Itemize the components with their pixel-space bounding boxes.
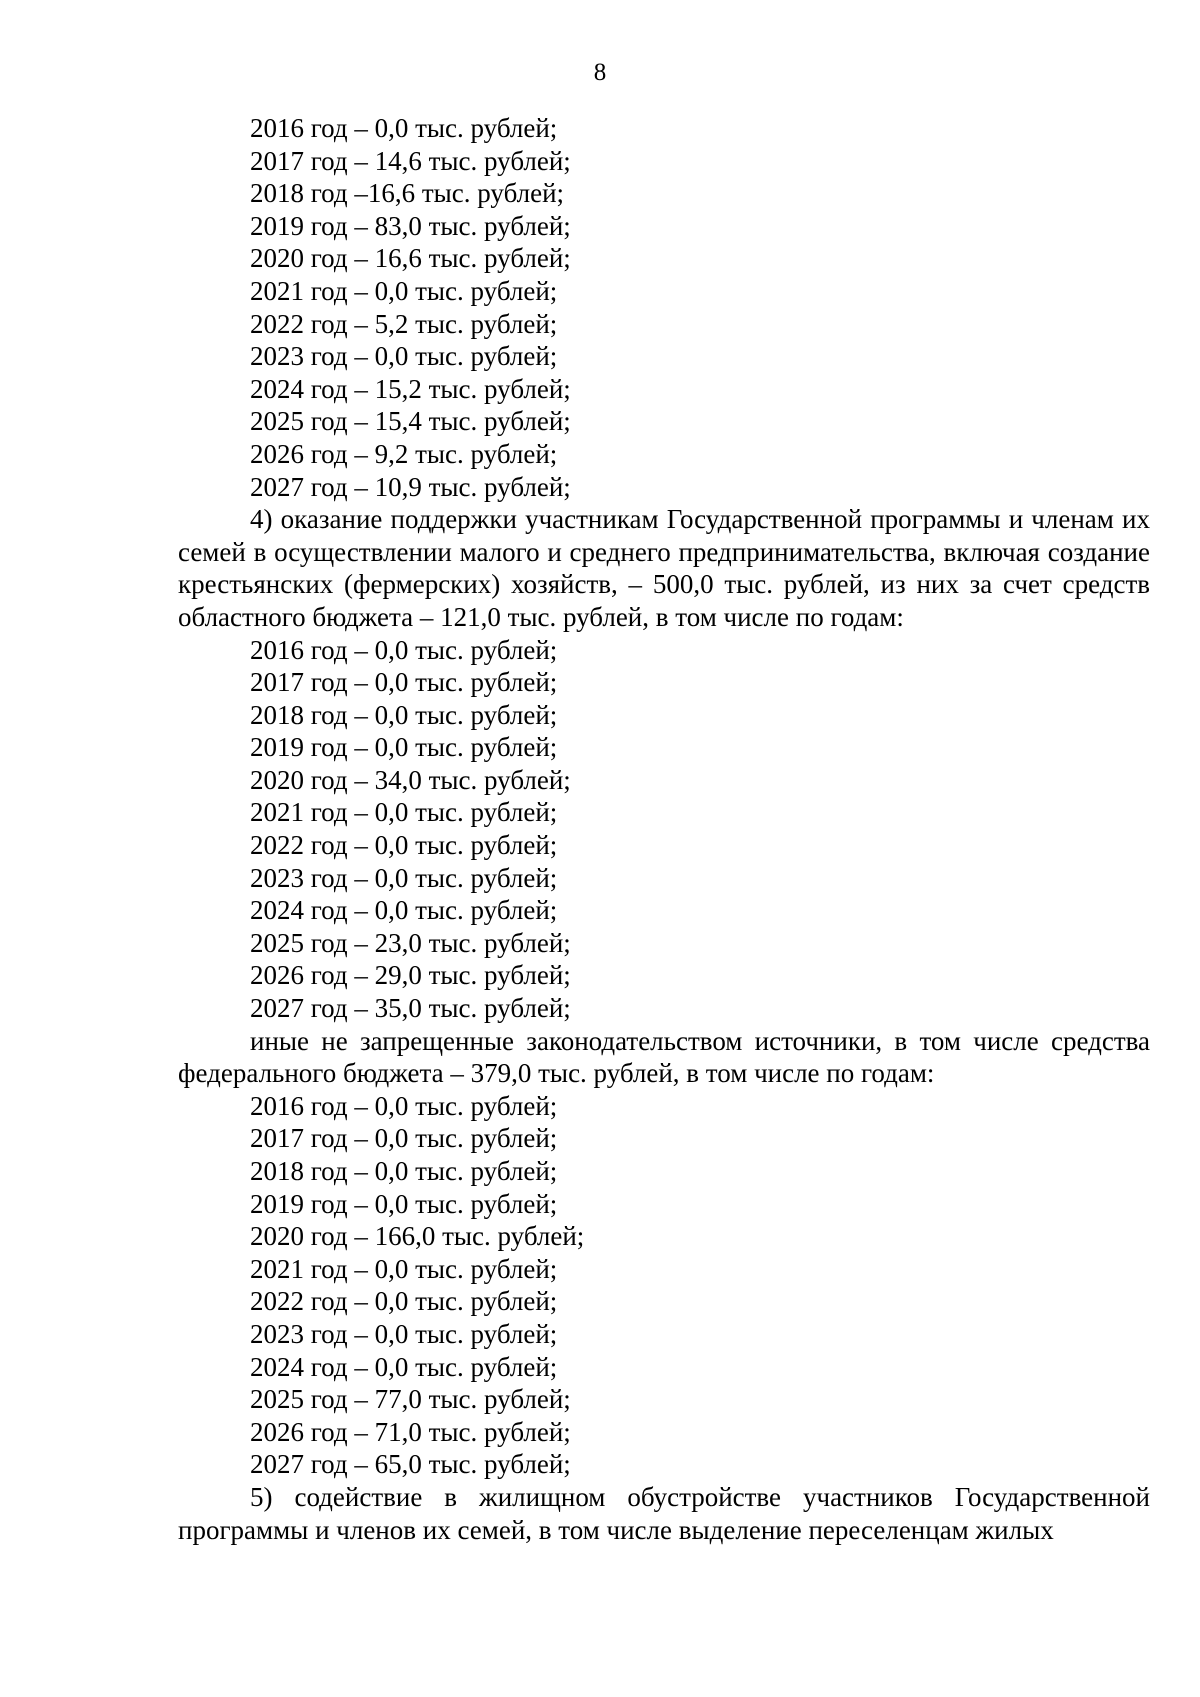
funding-line: 2019 год – 0,0 тыс. рублей; xyxy=(250,1188,558,1219)
funding-line: 2019 год – 0,0 тыс. рублей; xyxy=(250,732,558,763)
funding-line: 2017 год – 0,0 тыс. рублей; xyxy=(250,1123,558,1154)
funding-line: 2020 год – 16,6 тыс. рублей; xyxy=(250,243,571,274)
funding-line: 2021 год – 0,0 тыс. рублей; xyxy=(250,1253,558,1284)
funding-line: 2022 год – 5,2 тыс. рублей; xyxy=(250,308,558,339)
funding-line: 2019 год – 83,0 тыс. рублей; xyxy=(250,210,571,241)
funding-line: 2021 год – 0,0 тыс. рублей; xyxy=(250,275,558,306)
funding-line: 2020 год – 34,0 тыс. рублей; xyxy=(250,764,571,795)
funding-list-c xyxy=(178,1090,1150,1481)
funding-list-a xyxy=(178,112,1150,503)
funding-line: 2025 год – 23,0 тыс. рублей; xyxy=(250,927,571,958)
funding-line: 2020 год – 166,0 тыс. рублей; xyxy=(250,1221,585,1252)
funding-list-b xyxy=(178,634,1150,1025)
page-number: 8 xyxy=(593,59,607,86)
funding-line: 2021 год – 0,0 тыс. рублей; xyxy=(250,797,558,828)
funding-line: 2018 год –16,6 тыс. рублей; xyxy=(250,178,565,209)
funding-line: 2024 год – 0,0 тыс. рублей; xyxy=(250,895,558,926)
funding-line: 2026 год – 71,0 тыс. рублей; xyxy=(250,1416,571,1447)
funding-line: 2024 год – 0,0 тыс. рублей; xyxy=(250,1351,558,1382)
funding-line: 2018 год – 0,0 тыс. рублей; xyxy=(250,699,558,730)
funding-line: 2018 год – 0,0 тыс. рублей; xyxy=(250,1156,558,1186)
funding-line: 2023 год – 0,0 тыс. рублей; xyxy=(250,341,558,372)
document-body xyxy=(178,112,1150,1546)
funding-line: 2026 год – 9,2 тыс. рублей; xyxy=(250,438,558,469)
paragraph-item-5: 5) содействие в жилищном обустройстве участников Государственной программы и членов их семей, в том числе выделение переселенцам жилых xyxy=(178,1481,1150,1545)
funding-line: 2024 год – 15,2 тыс. рублей; xyxy=(250,373,571,404)
paragraph-item-4: 4) оказание поддержки участникам Государственной программы и членам их семей в осуществлении малого и среднего предпринимательства, включая создание крестьянских (фермерских) хозяйств, – 500,0 тыс. рублей, из них за счет средств областного бюджета – 121,0 тыс. рублей, в том числе по годам: xyxy=(178,504,1150,632)
funding-line: 2016 год – 0,0 тыс. рублей; xyxy=(250,1090,558,1121)
funding-line: 2022 год – 0,0 тыс. рублей; xyxy=(250,1286,558,1317)
funding-line: 2022 год – 0,0 тыс. рублей; xyxy=(250,830,558,861)
paragraph-other-sources: иные не запрещенные законодательством источники, в том числе средства федерального бюджета – 379,0 тыс. рублей, в том числе по годам: xyxy=(178,1025,1150,1089)
funding-line: 2017 год – 0,0 тыс. рублей; xyxy=(250,667,558,698)
funding-line: 2023 год – 0,0 тыс. рублей; xyxy=(250,862,558,893)
funding-line: 2027 год – 65,0 тыс. рублей; xyxy=(250,1449,571,1480)
funding-line: 2027 год – 10,9 тыс. рублей; xyxy=(250,471,571,502)
funding-line: 2023 год – 0,0 тыс. рублей; xyxy=(250,1318,558,1349)
funding-line: 2027 год – 35,0 тыс. рублей; xyxy=(250,993,571,1024)
funding-line: 2025 год – 77,0 тыс. рублей; xyxy=(250,1384,571,1415)
funding-line: 2025 год – 15,4 тыс. рублей; xyxy=(250,406,571,437)
funding-line: 2026 год – 29,0 тыс. рублей; xyxy=(250,960,571,991)
funding-line: 2016 год – 0,0 тыс. рублей; xyxy=(250,634,558,665)
funding-line: 2016 год – 0,0 тыс. рублей; xyxy=(250,113,558,143)
funding-line: 2017 год – 14,6 тыс. рублей; xyxy=(250,145,571,176)
